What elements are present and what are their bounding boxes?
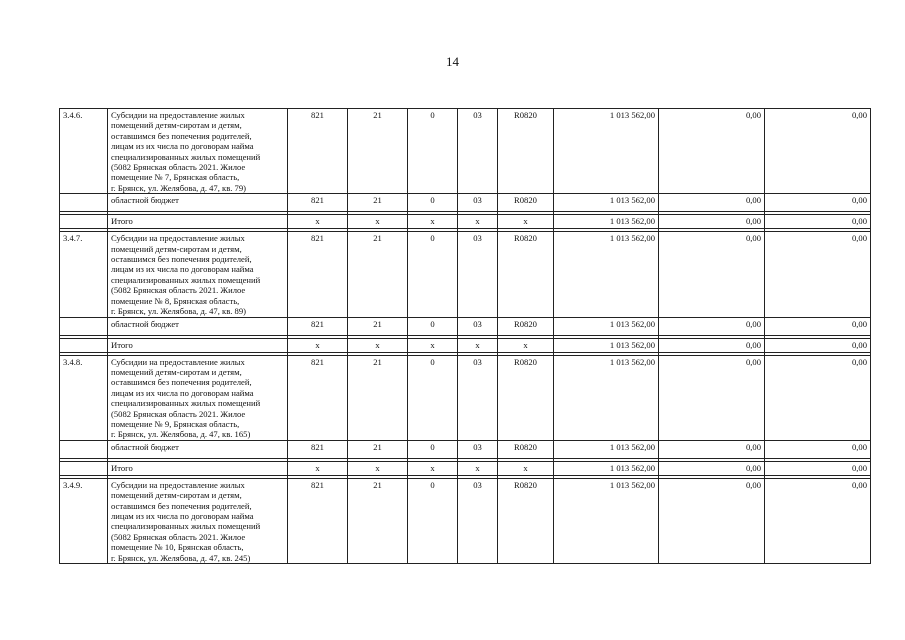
section-cell: 21	[348, 317, 408, 335]
description-line: (5082 Брянская область 2021. Жилое	[111, 531, 246, 542]
amount-year1-cell: 1 013 562,00	[554, 461, 659, 475]
amount-year2-cell: 0,00	[659, 194, 765, 212]
amount-year2-cell: 0,00	[659, 478, 765, 563]
section-cell: х	[348, 215, 408, 229]
amount-year1-cell: 1 013 562,00	[554, 478, 659, 563]
description-line: лицам из их числа по договорам найма	[111, 141, 254, 152]
grbs-cell: х	[288, 338, 348, 352]
target-article-cell: R0820	[498, 440, 554, 458]
subprogram-cell: 03	[458, 478, 498, 563]
grbs-cell: х	[288, 215, 348, 229]
program-cell: 0	[408, 232, 458, 317]
amount-year3-cell: 0,00	[765, 317, 871, 335]
description-line: (5082 Брянская область 2021. Жилое	[111, 408, 246, 419]
funding-source-row	[60, 440, 871, 458]
amount-year2-cell: 0,00	[659, 338, 765, 352]
subprogram-cell: 03	[458, 440, 498, 458]
amount-year1-cell: 1 013 562,00	[554, 194, 659, 212]
item-number-cell	[60, 461, 108, 475]
target-article-cell: R0820	[498, 478, 554, 563]
description-line: оставшимся без попечения родителей,	[111, 500, 252, 511]
total-label: Итого	[108, 461, 288, 475]
item-number-cell: 3.4.7.	[60, 232, 108, 317]
amount-year3-cell: 0,00	[765, 478, 871, 563]
description-line: (5082 Брянская область 2021. Жилое	[111, 285, 246, 296]
description-line: лицам из их числа по договорам найма	[111, 387, 254, 398]
amount-year3-cell: 0,00	[765, 461, 871, 475]
table-row	[60, 355, 871, 440]
subprogram-cell: 03	[458, 194, 498, 212]
amount-year2-cell: 0,00	[659, 355, 765, 440]
funding-source-row	[60, 317, 871, 335]
total-row	[60, 461, 871, 475]
description-line: г. Брянск, ул. Желябова, д. 47, кв. 245)	[111, 552, 251, 563]
description-line: специализированных жилых помещений	[111, 521, 261, 532]
description-line: Субсидии на предоставление жилых	[111, 233, 245, 244]
description-line: Субсидии на предоставление жилых	[111, 110, 245, 120]
amount-year3-cell: 0,00	[765, 232, 871, 317]
subprogram-cell: 03	[458, 355, 498, 440]
grbs-cell: 821	[288, 355, 348, 440]
section-cell: 21	[348, 440, 408, 458]
section-cell: 21	[348, 232, 408, 317]
item-description-cell	[108, 232, 288, 317]
amount-year1-cell: 1 013 562,00	[554, 440, 659, 458]
description-line: помещение № 8, Брянская область,	[111, 295, 240, 306]
amount-year1-cell: 1 013 562,00	[554, 338, 659, 352]
target-article-cell: R0820	[498, 194, 554, 212]
amount-year2-cell: 0,00	[659, 232, 765, 317]
target-article-cell: х	[498, 461, 554, 475]
section-cell: 21	[348, 355, 408, 440]
item-number-cell	[60, 317, 108, 335]
funding-source-label: областной бюджет	[108, 440, 288, 458]
description-line: помещений детям-сиротам и детям,	[111, 490, 242, 501]
item-number-cell: 3.4.9.	[60, 478, 108, 563]
item-description-cell	[108, 355, 288, 440]
program-cell: 0	[408, 440, 458, 458]
description-line: г. Брянск, ул. Желябова, д. 47, кв. 79)	[111, 182, 247, 193]
program-cell: 0	[408, 355, 458, 440]
subprogram-cell: 03	[458, 232, 498, 317]
grbs-cell: х	[288, 461, 348, 475]
target-article-cell: R0820	[498, 109, 554, 194]
grbs-cell: 821	[288, 194, 348, 212]
subprogram-cell: 03	[458, 317, 498, 335]
target-article-cell: R0820	[498, 355, 554, 440]
item-description-cell	[108, 109, 288, 194]
description-line: лицам из их числа по договорам найма	[111, 510, 254, 521]
description-line: оставшимся без попечения родителей,	[111, 377, 252, 388]
funding-source-label: областной бюджет	[108, 317, 288, 335]
description-line: специализированных жилых помещений	[111, 274, 261, 285]
grbs-cell: 821	[288, 440, 348, 458]
program-cell: 0	[408, 478, 458, 563]
description-line: оставшимся без попечения родителей,	[111, 130, 252, 141]
subprogram-cell: х	[458, 215, 498, 229]
section-cell: х	[348, 338, 408, 352]
amount-year3-cell: 0,00	[765, 440, 871, 458]
description-line: (5082 Брянская область 2021. Жилое	[111, 162, 246, 173]
total-label: Итого	[108, 338, 288, 352]
amount-year2-cell: 0,00	[659, 440, 765, 458]
item-number-cell	[60, 338, 108, 352]
target-article-cell: х	[498, 215, 554, 229]
amount-year1-cell: 1 013 562,00	[554, 232, 659, 317]
item-description-cell	[108, 478, 288, 563]
section-cell: 21	[348, 194, 408, 212]
amount-year2-cell: 0,00	[659, 215, 765, 229]
amount-year3-cell: 0,00	[765, 338, 871, 352]
amount-year2-cell: 0,00	[659, 461, 765, 475]
section-cell: 21	[348, 109, 408, 194]
amount-year1-cell: 1 013 562,00	[554, 109, 659, 194]
amount-year3-cell: 0,00	[765, 109, 871, 194]
amount-year1-cell: 1 013 562,00	[554, 355, 659, 440]
section-cell: х	[348, 461, 408, 475]
description-line: Субсидии на предоставление жилых	[111, 356, 245, 367]
program-cell: 0	[408, 109, 458, 194]
page-number: 14	[446, 54, 459, 69]
description-line: помещение № 10, Брянская область,	[111, 542, 244, 553]
subprogram-cell: х	[458, 338, 498, 352]
funding-source-label: областной бюджет	[108, 194, 288, 212]
total-label: Итого	[108, 215, 288, 229]
subprogram-cell: х	[458, 461, 498, 475]
target-article-cell: R0820	[498, 317, 554, 335]
amount-year3-cell: 0,00	[765, 355, 871, 440]
amount-year1-cell: 1 013 562,00	[554, 215, 659, 229]
table-body	[60, 109, 871, 564]
funding-source-row	[60, 194, 871, 212]
description-line: г. Брянск, ул. Желябова, д. 47, кв. 165)	[111, 429, 251, 440]
item-number-cell	[60, 215, 108, 229]
program-cell: х	[408, 215, 458, 229]
description-line: помещений детям-сиротам и детям,	[111, 243, 242, 254]
total-row	[60, 215, 871, 229]
amount-year1-cell: 1 013 562,00	[554, 317, 659, 335]
item-number-cell: 3.4.8.	[60, 355, 108, 440]
target-article-cell: х	[498, 338, 554, 352]
table-row	[60, 109, 871, 194]
description-line: помещение № 7, Брянская область,	[111, 172, 240, 183]
amount-year3-cell: 0,00	[765, 215, 871, 229]
target-article-cell: R0820	[498, 232, 554, 317]
description-line: лицам из их числа по договорам найма	[111, 264, 254, 275]
description-line: помещение № 9, Брянская область,	[111, 418, 240, 429]
description-line: специализированных жилых помещений	[111, 398, 261, 409]
item-number-cell	[60, 194, 108, 212]
description-line: оставшимся без попечения родителей,	[111, 254, 252, 265]
section-cell: 21	[348, 478, 408, 563]
subprogram-cell: 03	[458, 109, 498, 194]
description-line: помещений детям-сиротам и детям,	[111, 366, 242, 377]
amount-year3-cell: 0,00	[765, 194, 871, 212]
total-row	[60, 338, 871, 352]
program-cell: 0	[408, 194, 458, 212]
item-number-cell	[60, 440, 108, 458]
amount-year2-cell: 0,00	[659, 317, 765, 335]
description-line: г. Брянск, ул. Желябова, д. 47, кв. 89)	[111, 306, 247, 317]
item-number-cell: 3.4.6.	[60, 109, 108, 194]
program-cell: 0	[408, 317, 458, 335]
program-cell: х	[408, 461, 458, 475]
program-cell: х	[408, 338, 458, 352]
budget-table	[59, 108, 871, 564]
amount-year2-cell: 0,00	[659, 109, 765, 194]
description-line: помещений детям-сиротам и детям,	[111, 120, 242, 131]
table-row	[60, 232, 871, 317]
table-row	[60, 478, 871, 563]
description-line: специализированных жилых помещений	[111, 151, 261, 162]
description-line: Субсидии на предоставление жилых	[111, 479, 245, 490]
grbs-cell: 821	[288, 317, 348, 335]
grbs-cell: 821	[288, 478, 348, 563]
grbs-cell: 821	[288, 109, 348, 194]
grbs-cell: 821	[288, 232, 348, 317]
